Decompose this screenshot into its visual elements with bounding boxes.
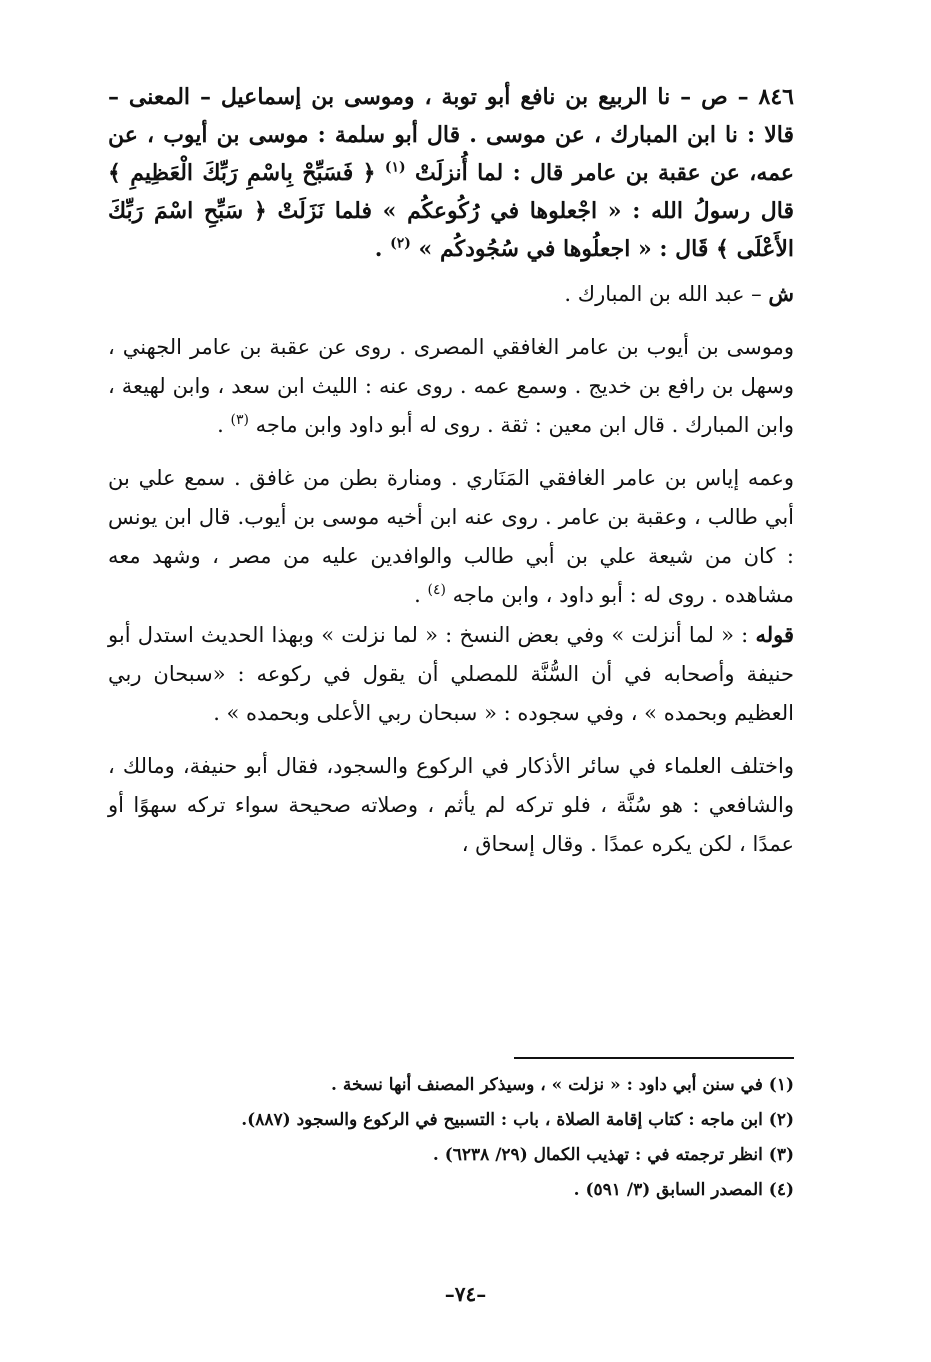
commentary-paragraph <box>108 615 794 733</box>
hadith-text: قَال : « اجعلُوها في سُجُودكُم » <box>410 236 709 262</box>
paragraph-text: : « لما أنزلت » وفي بعض النسخ : « لما نزلت » وبهذا الحديث استدل أبو حنيفة وأصحابه في أن السُّنَّة للمصلي أن يقول في ركوعه : «سبحان ربي العظيم وبحمده » ، وفي سجوده : « سبحان ربي الأعلى وبحمده » . <box>108 623 794 725</box>
paragraph-text: وعمه إياس بن عامر الغافقي المَنَاري . ومنارة بطن من غافق . سمع علي بن أبي طالب ، وعقبة بن عامر . روى عنه ابن أخيه موسى بن أيوب. قال ابن يونس : كان من شيعة علي بن أبي طالب والوافدين عليه من مصر ، وشهد معه مشاهده . روى له : أبو داود ، وابن ماجه <box>108 466 794 607</box>
footnotes <box>108 1068 794 1208</box>
footnote-item: (١) في سنن أبي داود : « نزلت » ، وسيذكر المصنف أنها نسخة . <box>331 1075 794 1095</box>
commentary-label: قوله <box>755 622 794 647</box>
narrator-paragraph <box>108 459 794 615</box>
hadith-paragraph <box>108 78 794 268</box>
page-number: –٧٤– <box>444 1282 487 1306</box>
footnote-ref[interactable]: (٣) <box>230 412 249 428</box>
hadith-text: قال رسولُ الله : « اجْعلوها في رُكُوعكُم » فلما نَزَلَتْ <box>266 198 794 224</box>
quran-verse: ﴿ سَبِّحِ اسْمَ رَبِّكَ الأَعْلَى ﴾ <box>108 198 794 262</box>
footnote-divider <box>514 1057 794 1059</box>
paragraph-text: وموسى بن أيوب بن عامر الغافقي المصرى . روى عن عقبة بن عامر الجهني ، وسهل بن رافع بن خديج . وسمع عمه . روى عنه : الليث ابن سعد ، وابن لهيعة ، وابن المبارك . قال ابن معين : ثقة . روى له أبو داود وابن ماجه <box>108 335 794 437</box>
paragraph-text: واختلف العلماء في سائر الأذكار في الركوع والسجود، فقال أبو حنيفة، ومالك ، والشافعي : هو سُنَّة ، فلو تركه لم يأثم ، وصلاته صحيحة سواء تركه سهوًا أو عمدًا ، لكن يكره عمدًا . وقال إسحاق ، <box>108 754 794 856</box>
commentary-label: ش <box>768 281 794 306</box>
hadith-text: ٨٤٦ – ص – نا الربيع بن نافع أبو توبة ، وموسى بن إسماعيل – المعنى – قالا : نا ابن المبارك ، عن موسى . قال أبو سلمة : موسى بن أيوب ، عن عمه، عن عقبة بن عامر قال : لما أُنزلَتْ <box>108 84 794 186</box>
commentary-paragraph <box>108 747 794 864</box>
commentary-text: – عبد الله بن المبارك . <box>564 282 769 306</box>
footnote-ref[interactable]: (٤) <box>427 582 446 598</box>
hadith-text: . <box>374 236 391 262</box>
paragraph-text: . <box>414 583 428 607</box>
footnote-ref[interactable]: (٢) <box>390 235 411 252</box>
commentary-paragraph <box>108 274 794 314</box>
footnote-item: (٣) انظر ترجمته في : تهذيب الكمال (٢٩/ ٦٢٣٨) . <box>432 1145 794 1165</box>
quran-verse: ﴿ فَسَبِّحْ بِاسْمِ رَبِّكَ الْعَظِيمِ ﴾ <box>108 160 385 186</box>
paragraph-text: . <box>217 413 231 437</box>
footnote-item: (٢) ابن ماجه : كتاب إقامة الصلاة ، باب : التسبيح في الركوع والسجود (٨٨٧). <box>241 1110 794 1130</box>
footnote-ref[interactable]: (١) <box>384 159 406 176</box>
narrator-paragraph <box>108 328 794 445</box>
footnote-item: (٤) المصدر السابق (٣/ ٥٩١) . <box>573 1180 794 1200</box>
